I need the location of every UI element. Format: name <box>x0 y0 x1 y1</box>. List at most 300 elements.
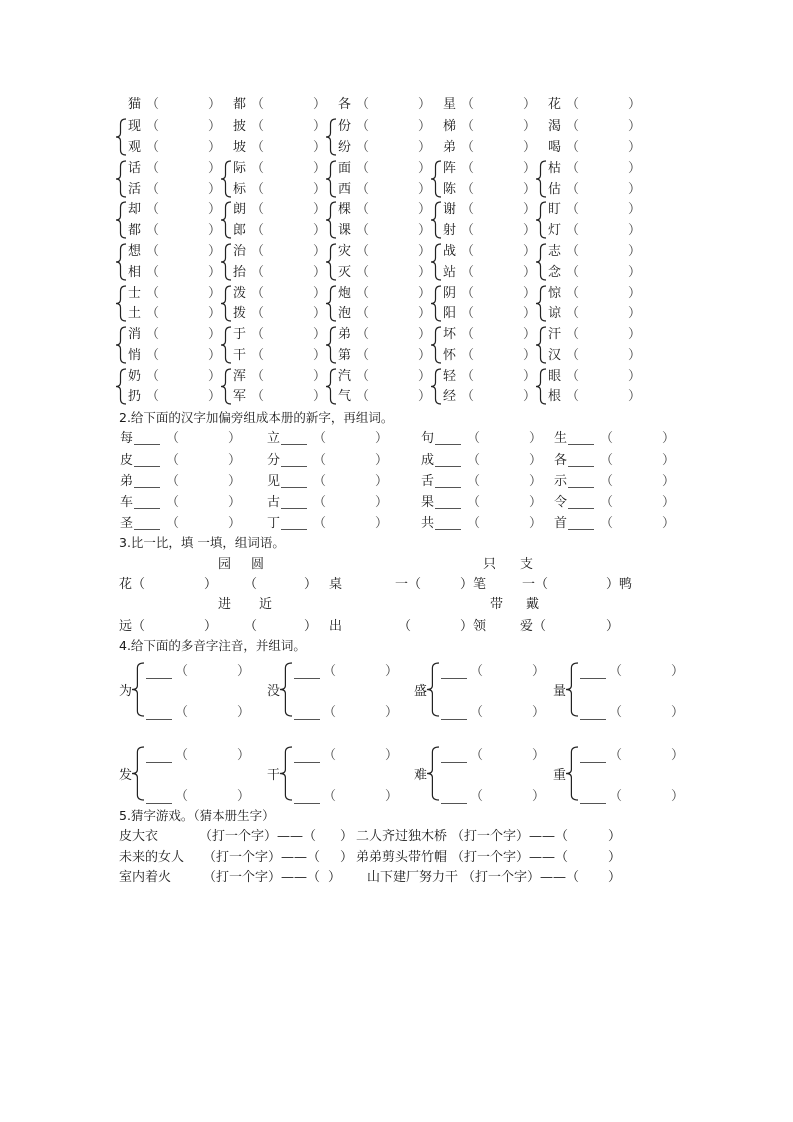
answer-paren-open[interactable]: （ <box>470 789 484 804</box>
riddle-text: 室内着火 <box>119 870 172 885</box>
answer-paren-close[interactable]: ） <box>628 327 642 342</box>
fill-item: ） <box>304 577 318 592</box>
answer-paren-open[interactable]: （ <box>600 453 614 468</box>
answer-paren-close[interactable]: ） <box>418 182 432 197</box>
answer-paren-close[interactable]: ） <box>628 119 642 134</box>
answer-paren-open[interactable]: （ <box>600 516 614 531</box>
answer-paren-open[interactable]: （ <box>166 495 180 510</box>
pinyin-blank[interactable] <box>580 762 606 763</box>
answer-paren-close[interactable]: ） <box>313 182 327 197</box>
answer-paren-open[interactable]: （ <box>251 244 265 259</box>
answer-paren-close[interactable]: ） <box>523 244 537 259</box>
radical-blank[interactable] <box>281 529 307 530</box>
pinyin-blank[interactable] <box>294 762 320 763</box>
pinyin-blank[interactable] <box>441 719 467 720</box>
answer-paren-close[interactable]: ） <box>529 431 543 446</box>
fill-item[interactable]: 一（ <box>522 577 549 592</box>
left-brace-icon <box>280 662 292 717</box>
polyphone-char: 盛 <box>414 684 428 699</box>
answer-paren-open[interactable]: （ <box>313 431 327 446</box>
answer-paren-close[interactable]: ） <box>208 161 222 176</box>
answer-paren-close[interactable]: ） <box>628 244 642 259</box>
answer-paren-open[interactable]: （ <box>146 97 160 112</box>
answer-paren-open[interactable]: （ <box>166 431 180 446</box>
answer-paren-open[interactable]: （ <box>566 97 580 112</box>
answer-paren-close[interactable]: ） <box>313 223 327 238</box>
char-label: 都 <box>233 97 247 112</box>
answer-paren-close[interactable]: ） <box>208 327 222 342</box>
answer-paren-close[interactable]: ） <box>313 119 327 134</box>
answer-paren-close[interactable]: ） <box>628 161 642 176</box>
answer-paren-close[interactable]: ） <box>208 265 222 280</box>
answer-paren-close[interactable]: ） <box>418 202 432 217</box>
answer-paren-open[interactable]: （ <box>566 306 580 321</box>
answer-paren-open[interactable]: （ <box>566 223 580 238</box>
answer-paren-open[interactable]: （ <box>566 182 580 197</box>
answer-paren-close[interactable]: ） <box>208 306 222 321</box>
left-brace-icon <box>431 243 441 281</box>
answer-paren-close[interactable]: ） <box>418 369 432 384</box>
radical-blank[interactable] <box>281 487 307 488</box>
answer-paren-open[interactable]: （ <box>461 265 475 280</box>
answer-paren-open[interactable]: （ <box>467 431 481 446</box>
answer-paren-close[interactable]: ） <box>523 389 537 404</box>
answer-paren-close[interactable]: ） <box>523 140 537 155</box>
answer-paren-open[interactable]: （ <box>313 516 327 531</box>
answer-paren-close[interactable]: ） <box>418 140 432 155</box>
answer-paren-open[interactable]: （ <box>356 265 370 280</box>
radical-blank[interactable] <box>134 466 160 467</box>
answer-paren-close[interactable]: ） <box>662 474 676 489</box>
riddle-answer-close[interactable]: ） <box>608 850 622 865</box>
riddle-text: 弟弟剪头带竹帽 <box>356 850 448 865</box>
base-char: 成 <box>421 453 435 468</box>
answer-paren-close[interactable]: ） <box>237 789 251 804</box>
left-brace-icon <box>280 746 292 801</box>
answer-paren-open[interactable]: （ <box>609 789 623 804</box>
answer-paren-close[interactable]: ） <box>228 516 242 531</box>
radical-blank[interactable] <box>281 466 307 467</box>
answer-paren-close[interactable]: ） <box>628 223 642 238</box>
riddle-answer-close[interactable]: ） <box>340 829 354 844</box>
riddle-answer-close[interactable]: ） <box>328 870 342 885</box>
char-label: 炮 <box>338 286 352 301</box>
answer-paren-open[interactable]: （ <box>566 286 580 301</box>
answer-paren-close[interactable]: ） <box>628 140 642 155</box>
answer-paren-close[interactable]: ） <box>208 140 222 155</box>
char-label: 枯 <box>548 161 562 176</box>
answer-paren-close[interactable]: ） <box>237 705 251 720</box>
radical-blank[interactable] <box>281 508 307 509</box>
answer-paren-close[interactable]: ） <box>418 389 432 404</box>
fill-item: ） <box>304 619 318 634</box>
base-char: 每 <box>120 431 134 446</box>
answer-paren-close[interactable]: ） <box>523 202 537 217</box>
answer-paren-open[interactable]: （ <box>566 140 580 155</box>
pinyin-blank[interactable] <box>146 719 172 720</box>
answer-paren-open[interactable]: （ <box>609 705 623 720</box>
answer-paren-open[interactable]: （ <box>356 97 370 112</box>
answer-paren-open[interactable]: （ <box>566 327 580 342</box>
answer-paren-close[interactable]: ） <box>523 97 537 112</box>
answer-paren-close[interactable]: ） <box>529 495 543 510</box>
answer-paren-open[interactable]: （ <box>461 119 475 134</box>
answer-paren-open[interactable]: （ <box>146 265 160 280</box>
answer-paren-open[interactable]: （ <box>356 369 370 384</box>
pinyin-blank[interactable] <box>146 678 172 679</box>
answer-paren-open[interactable]: （ <box>146 389 160 404</box>
answer-paren-close[interactable]: ） <box>313 286 327 301</box>
answer-paren-open[interactable]: （ <box>146 327 160 342</box>
base-char: 示 <box>554 474 568 489</box>
answer-paren-close[interactable]: ） <box>313 348 327 363</box>
answer-paren-open[interactable]: （ <box>166 516 180 531</box>
radical-blank[interactable] <box>435 487 461 488</box>
fill-item: ）笔 <box>460 577 487 592</box>
answer-paren-open[interactable]: （ <box>461 327 475 342</box>
answer-paren-close[interactable]: ） <box>662 431 676 446</box>
answer-paren-close[interactable]: ） <box>523 223 537 238</box>
answer-paren-open[interactable]: （ <box>251 140 265 155</box>
answer-paren-close[interactable]: ） <box>628 369 642 384</box>
answer-paren-open[interactable]: （ <box>356 202 370 217</box>
answer-paren-open[interactable]: （ <box>356 182 370 197</box>
answer-paren-open[interactable]: （ <box>461 286 475 301</box>
answer-paren-open[interactable]: （ <box>356 286 370 301</box>
radical-blank[interactable] <box>568 487 594 488</box>
answer-paren-close[interactable]: ） <box>418 119 432 134</box>
answer-paren-open[interactable]: （ <box>470 664 484 679</box>
answer-paren-open[interactable]: （ <box>313 474 327 489</box>
answer-paren-open[interactable]: （ <box>251 202 265 217</box>
answer-paren-open[interactable]: （ <box>566 348 580 363</box>
answer-paren-close[interactable]: ） <box>532 705 546 720</box>
answer-paren-open[interactable]: （ <box>251 161 265 176</box>
answer-paren-close[interactable]: ） <box>208 286 222 301</box>
radical-blank[interactable] <box>435 508 461 509</box>
answer-paren-open[interactable]: （ <box>251 223 265 238</box>
answer-paren-open[interactable]: （ <box>470 705 484 720</box>
answer-paren-close[interactable]: ） <box>313 97 327 112</box>
answer-paren-close[interactable]: ） <box>313 369 327 384</box>
answer-paren-open[interactable]: （ <box>356 223 370 238</box>
radical-blank[interactable] <box>134 529 160 530</box>
pinyin-blank[interactable] <box>580 719 606 720</box>
answer-paren-open[interactable]: （ <box>166 453 180 468</box>
riddle-text: 二人齐过独木桥 <box>356 829 448 844</box>
answer-paren-close[interactable]: ） <box>418 244 432 259</box>
radical-blank[interactable] <box>568 444 594 445</box>
answer-paren-open[interactable]: （ <box>467 474 481 489</box>
fill-item: 花（ <box>119 577 146 592</box>
answer-paren-close[interactable]: ） <box>418 265 432 280</box>
radical-blank[interactable] <box>134 444 160 445</box>
riddle-answer-close[interactable]: ） <box>340 850 354 865</box>
answer-paren-close[interactable]: ） <box>523 161 537 176</box>
answer-paren-close[interactable]: ） <box>523 327 537 342</box>
pinyin-blank[interactable] <box>294 803 320 804</box>
answer-paren-close[interactable]: ） <box>418 306 432 321</box>
answer-paren-close[interactable]: ） <box>523 369 537 384</box>
answer-paren-open[interactable]: （ <box>461 306 475 321</box>
answer-paren-open[interactable]: （ <box>600 431 614 446</box>
radical-blank[interactable] <box>568 466 594 467</box>
pinyin-blank[interactable] <box>294 719 320 720</box>
answer-paren-close[interactable]: ） <box>671 748 685 763</box>
answer-paren-close[interactable]: ） <box>418 97 432 112</box>
pinyin-blank[interactable] <box>580 678 606 679</box>
answer-paren-open[interactable]: （ <box>323 748 337 763</box>
answer-paren-open[interactable]: （ <box>566 119 580 134</box>
answer-paren-close[interactable]: ） <box>385 705 399 720</box>
answer-paren-close[interactable]: ） <box>313 161 327 176</box>
answer-paren-open[interactable]: （ <box>461 182 475 197</box>
answer-paren-close[interactable]: ） <box>375 474 389 489</box>
answer-paren-open[interactable]: （ <box>600 474 614 489</box>
answer-paren-close[interactable]: ） <box>628 389 642 404</box>
answer-paren-close[interactable]: ） <box>313 244 327 259</box>
answer-paren-open[interactable]: （ <box>461 369 475 384</box>
answer-paren-open[interactable]: （ <box>251 97 265 112</box>
answer-paren-open[interactable]: （ <box>146 140 160 155</box>
fill-item: ）鸭 <box>606 577 633 592</box>
answer-paren-open[interactable]: （ <box>356 348 370 363</box>
answer-paren-open[interactable]: （ <box>146 306 160 321</box>
answer-paren-close[interactable]: ） <box>418 348 432 363</box>
answer-paren-close[interactable]: ） <box>418 223 432 238</box>
pinyin-blank[interactable] <box>146 803 172 804</box>
answer-paren-close[interactable]: ） <box>313 265 327 280</box>
answer-paren-open[interactable]: （ <box>356 389 370 404</box>
answer-paren-open[interactable]: （ <box>566 244 580 259</box>
left-brace-icon <box>566 746 578 801</box>
radical-blank[interactable] <box>435 529 461 530</box>
answer-paren-close[interactable]: ） <box>375 495 389 510</box>
answer-paren-open[interactable]: （ <box>251 369 265 384</box>
answer-paren-close[interactable]: ） <box>662 495 676 510</box>
char-label: 奶 <box>128 369 142 384</box>
answer-paren-close[interactable]: ） <box>313 306 327 321</box>
answer-paren-open[interactable]: （ <box>467 495 481 510</box>
answer-paren-open[interactable]: （ <box>356 306 370 321</box>
answer-paren-open[interactable]: （ <box>461 244 475 259</box>
radical-blank[interactable] <box>435 466 461 467</box>
answer-paren-open[interactable]: （ <box>175 748 189 763</box>
answer-paren-close[interactable]: ） <box>228 453 242 468</box>
answer-paren-close[interactable]: ） <box>313 202 327 217</box>
left-brace-icon <box>132 662 144 717</box>
answer-paren-open[interactable]: （ <box>566 265 580 280</box>
answer-paren-close[interactable]: ） <box>385 748 399 763</box>
answer-paren-open[interactable]: （ <box>146 286 160 301</box>
answer-paren-open[interactable]: （ <box>323 664 337 679</box>
answer-paren-close[interactable]: ） <box>523 348 537 363</box>
riddle-answer-close[interactable]: ） <box>608 870 622 885</box>
answer-paren-open[interactable]: （ <box>467 453 481 468</box>
answer-paren-close[interactable]: ） <box>628 286 642 301</box>
answer-paren-open[interactable]: （ <box>609 748 623 763</box>
answer-paren-close[interactable]: ） <box>529 474 543 489</box>
answer-paren-close[interactable]: ） <box>208 202 222 217</box>
char-label: 扔 <box>128 389 142 404</box>
answer-paren-close[interactable]: ） <box>375 453 389 468</box>
answer-paren-close[interactable]: ） <box>313 140 327 155</box>
answer-paren-close[interactable]: ） <box>532 789 546 804</box>
answer-paren-open[interactable]: （ <box>251 389 265 404</box>
answer-paren-open[interactable]: （ <box>146 223 160 238</box>
answer-paren-open[interactable]: （ <box>166 474 180 489</box>
answer-paren-close[interactable]: ） <box>418 327 432 342</box>
answer-paren-open[interactable]: （ <box>470 748 484 763</box>
pinyin-blank[interactable] <box>441 803 467 804</box>
char-label: 阵 <box>443 161 457 176</box>
answer-paren-close[interactable]: ） <box>523 119 537 134</box>
answer-paren-close[interactable]: ） <box>662 453 676 468</box>
pinyin-blank[interactable] <box>441 678 467 679</box>
answer-paren-open[interactable]: （ <box>251 286 265 301</box>
answer-paren-open[interactable]: （ <box>356 244 370 259</box>
answer-paren-close[interactable]: ） <box>228 474 242 489</box>
answer-paren-open[interactable]: （ <box>146 202 160 217</box>
answer-paren-open[interactable]: （ <box>356 327 370 342</box>
char-label: 西 <box>338 182 352 197</box>
answer-paren-close[interactable]: ） <box>208 119 222 134</box>
answer-paren-open[interactable]: （ <box>566 389 580 404</box>
answer-paren-open[interactable]: （ <box>251 265 265 280</box>
answer-paren-open[interactable]: （ <box>251 182 265 197</box>
answer-paren-close[interactable]: ） <box>628 306 642 321</box>
answer-paren-close[interactable]: ） <box>662 516 676 531</box>
answer-paren-close[interactable]: ） <box>208 348 222 363</box>
answer-paren-open[interactable]: （ <box>566 161 580 176</box>
answer-paren-open[interactable]: （ <box>356 140 370 155</box>
answer-paren-close[interactable]: ） <box>375 431 389 446</box>
answer-paren-close[interactable]: ） <box>418 161 432 176</box>
answer-paren-close[interactable]: ） <box>532 748 546 763</box>
answer-paren-close[interactable]: ） <box>237 664 251 679</box>
pinyin-blank[interactable] <box>441 762 467 763</box>
answer-paren-close[interactable]: ） <box>208 389 222 404</box>
left-brace-icon <box>536 285 546 322</box>
answer-paren-close[interactable]: ） <box>208 369 222 384</box>
answer-paren-open[interactable]: （ <box>146 161 160 176</box>
pinyin-blank[interactable] <box>294 678 320 679</box>
answer-paren-close[interactable]: ） <box>671 789 685 804</box>
answer-paren-open[interactable]: （ <box>313 495 327 510</box>
answer-paren-open[interactable]: （ <box>175 789 189 804</box>
answer-paren-open[interactable]: （ <box>146 369 160 384</box>
answer-paren-close[interactable]: ） <box>208 244 222 259</box>
answer-paren-open[interactable]: （ <box>146 119 160 134</box>
answer-paren-open[interactable]: （ <box>566 202 580 217</box>
answer-paren-close[interactable]: ） <box>628 97 642 112</box>
answer-paren-open[interactable]: （ <box>461 389 475 404</box>
answer-paren-close[interactable]: ） <box>529 453 543 468</box>
answer-paren-close[interactable]: ） <box>313 327 327 342</box>
answer-paren-close[interactable]: ） <box>208 97 222 112</box>
answer-paren-close[interactable]: ） <box>385 664 399 679</box>
answer-paren-close[interactable]: ） <box>523 306 537 321</box>
answer-paren-open[interactable]: （ <box>146 182 160 197</box>
answer-paren-open[interactable]: （ <box>461 140 475 155</box>
char-label: 抬 <box>233 265 247 280</box>
answer-paren-close[interactable]: ） <box>532 664 546 679</box>
radical-blank[interactable] <box>281 444 307 445</box>
answer-paren-open[interactable]: （ <box>323 705 337 720</box>
answer-paren-open[interactable]: （ <box>146 244 160 259</box>
left-brace-icon <box>221 285 231 322</box>
answer-paren-close[interactable]: ） <box>523 286 537 301</box>
answer-paren-open[interactable]: （ <box>461 348 475 363</box>
left-brace-icon <box>536 368 546 405</box>
answer-paren-close[interactable]: ） <box>418 286 432 301</box>
left-brace-icon <box>536 243 546 281</box>
answer-paren-open[interactable]: （ <box>356 119 370 134</box>
answer-paren-close[interactable]: ） <box>628 265 642 280</box>
answer-paren-open[interactable]: （ <box>461 202 475 217</box>
answer-paren-open[interactable]: （ <box>251 119 265 134</box>
answer-paren-close[interactable]: ） <box>523 265 537 280</box>
radical-blank[interactable] <box>435 444 461 445</box>
radical-blank[interactable] <box>568 529 594 530</box>
fill-item[interactable]: 一（ <box>395 577 422 592</box>
riddle-answer-close[interactable]: ） <box>608 829 622 844</box>
answer-paren-open[interactable]: （ <box>461 161 475 176</box>
pinyin-blank[interactable] <box>580 803 606 804</box>
answer-paren-close[interactable]: ） <box>228 431 242 446</box>
answer-paren-open[interactable]: （ <box>251 327 265 342</box>
left-brace-icon <box>431 326 441 364</box>
answer-paren-close[interactable]: ） <box>228 495 242 510</box>
pinyin-blank[interactable] <box>146 762 172 763</box>
answer-paren-open[interactable]: （ <box>251 348 265 363</box>
char-label: 谢 <box>443 202 457 217</box>
answer-paren-close[interactable]: ） <box>208 182 222 197</box>
answer-paren-close[interactable]: ） <box>375 516 389 531</box>
answer-paren-close[interactable]: ） <box>208 223 222 238</box>
answer-paren-close[interactable]: ） <box>529 516 543 531</box>
answer-paren-open[interactable]: （ <box>356 161 370 176</box>
char-label: 星 <box>443 97 457 112</box>
answer-paren-close[interactable]: ） <box>237 748 251 763</box>
answer-paren-close[interactable]: ） <box>385 789 399 804</box>
answer-paren-open[interactable]: （ <box>175 664 189 679</box>
answer-paren-open[interactable]: （ <box>146 348 160 363</box>
radical-blank[interactable] <box>568 508 594 509</box>
answer-paren-open[interactable]: （ <box>461 97 475 112</box>
answer-paren-open[interactable]: （ <box>313 453 327 468</box>
radical-blank[interactable] <box>134 508 160 509</box>
riddle-hint: （打一个字）——（ <box>451 829 569 844</box>
radical-blank[interactable] <box>134 487 160 488</box>
answer-paren-close[interactable]: ） <box>671 664 685 679</box>
answer-paren-open[interactable]: （ <box>175 705 189 720</box>
answer-paren-open[interactable]: （ <box>467 516 481 531</box>
answer-paren-open[interactable]: （ <box>566 369 580 384</box>
answer-paren-close[interactable]: ） <box>628 348 642 363</box>
char-label: 现 <box>128 119 142 134</box>
answer-paren-close[interactable]: ） <box>313 389 327 404</box>
answer-paren-close[interactable]: ） <box>523 182 537 197</box>
answer-paren-open[interactable]: （ <box>600 495 614 510</box>
answer-paren-close[interactable]: ） <box>671 705 685 720</box>
answer-paren-open[interactable]: （ <box>251 306 265 321</box>
answer-paren-open[interactable]: （ <box>323 789 337 804</box>
answer-paren-close[interactable]: ） <box>628 182 642 197</box>
answer-paren-close[interactable]: ） <box>628 202 642 217</box>
answer-paren-open[interactable]: （ <box>609 664 623 679</box>
answer-paren-open[interactable]: （ <box>461 223 475 238</box>
